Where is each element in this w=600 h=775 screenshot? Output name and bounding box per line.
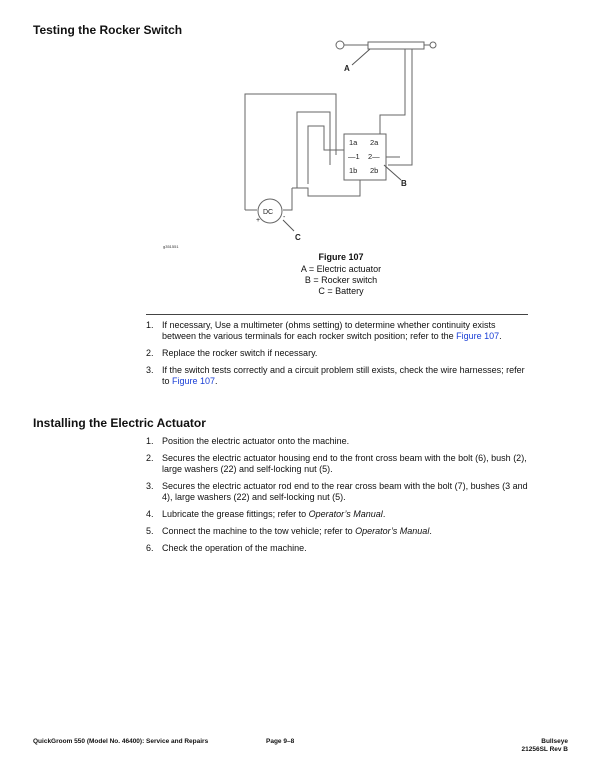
legend-line-c: C = Battery <box>318 286 364 296</box>
installing-steps-list <box>146 436 528 560</box>
terminal-1a: 1a <box>349 138 358 147</box>
installing-step: 3. Secures the electric actuator rod end to the rear cross beam with the bolt (7), bushes (3 and 4), large washers (22) and self-locking nut (5). <box>146 481 528 502</box>
actuator-mount-circle <box>430 42 436 48</box>
manual-reference: Operator’s Manual <box>355 526 430 536</box>
leader-c <box>283 220 294 231</box>
figure-id: g351551 <box>163 244 179 249</box>
installing-step: 1. Position the electric actuator onto the machine. <box>146 436 350 446</box>
wiring-diagram <box>0 0 600 260</box>
battery-plus: + <box>256 217 261 224</box>
section-heading-testing: Testing the Rocker Switch <box>33 23 183 37</box>
diagram-label-a: A <box>344 64 350 73</box>
figure-title: Figure 107 <box>318 252 364 262</box>
installing-step: 6. Check the operation of the machine. <box>146 543 307 553</box>
legend-line-a: A = Electric actuator <box>300 264 382 274</box>
leader-a <box>352 49 370 65</box>
footer-manual-title: QuickGroom 550 (Model No. 46400): Service and Repairs <box>33 738 209 745</box>
figure-link[interactable]: Figure 107 <box>456 331 500 341</box>
wire-actuator-2 <box>388 49 412 165</box>
testing-step: 3. If the switch tests correctly and a circuit problem still exists, check the wire harnesses; refer to Figure 107. <box>146 365 525 386</box>
installing-step: 4. Lubricate the grease fittings; refer to Operator’s Manual. <box>146 509 386 519</box>
section-heading-installing: Installing the Electric Actuator <box>33 416 206 430</box>
actuator-end-circle <box>336 41 344 49</box>
leader-b <box>384 165 401 180</box>
actuator-body <box>368 42 424 49</box>
footer-product: Bullseye 21256SL Rev B <box>521 738 568 753</box>
testing-steps-list <box>146 320 528 393</box>
installing-step: 2. Secures the electric actuator housing end to the front cross beam with the bolt (6), bush (2), large washers (22) and self-locking nut (5). <box>146 453 527 474</box>
terminal-1: —1 <box>348 152 360 161</box>
testing-step: 1. If necessary, Use a multimeter (ohms setting) to determine whether continuity exists between the various terminals for each rocker switch position; refer to the Figure 107. <box>146 320 502 341</box>
section-divider <box>146 314 528 315</box>
terminal-1b: 1b <box>349 166 358 175</box>
footer-page-number: Page 9–8 <box>266 738 295 745</box>
terminal-2b: 2b <box>370 166 379 175</box>
wire-loop-mid <box>308 126 344 184</box>
wire-battery-return <box>292 180 360 196</box>
testing-step: 2. Replace the rocker switch if necessary. <box>146 348 318 358</box>
wire-loop-outer <box>245 94 336 210</box>
wire-actuator-1 <box>380 49 405 134</box>
battery-label: DC <box>263 209 274 216</box>
terminal-2: 2— <box>368 152 380 161</box>
battery-minus: - <box>283 214 286 221</box>
legend-line-b: B = Rocker switch <box>304 275 378 285</box>
manual-reference: Operator’s Manual <box>308 509 383 519</box>
wire-battery-minus <box>283 188 292 210</box>
diagram-label-c: C <box>295 233 301 242</box>
figure-link[interactable]: Figure 107 <box>172 376 216 386</box>
installing-step: 5. Connect the machine to the tow vehicle; refer to Operator’s Manual. <box>146 526 432 536</box>
terminal-2a: 2a <box>370 138 379 147</box>
diagram-label-b: B <box>401 179 407 188</box>
